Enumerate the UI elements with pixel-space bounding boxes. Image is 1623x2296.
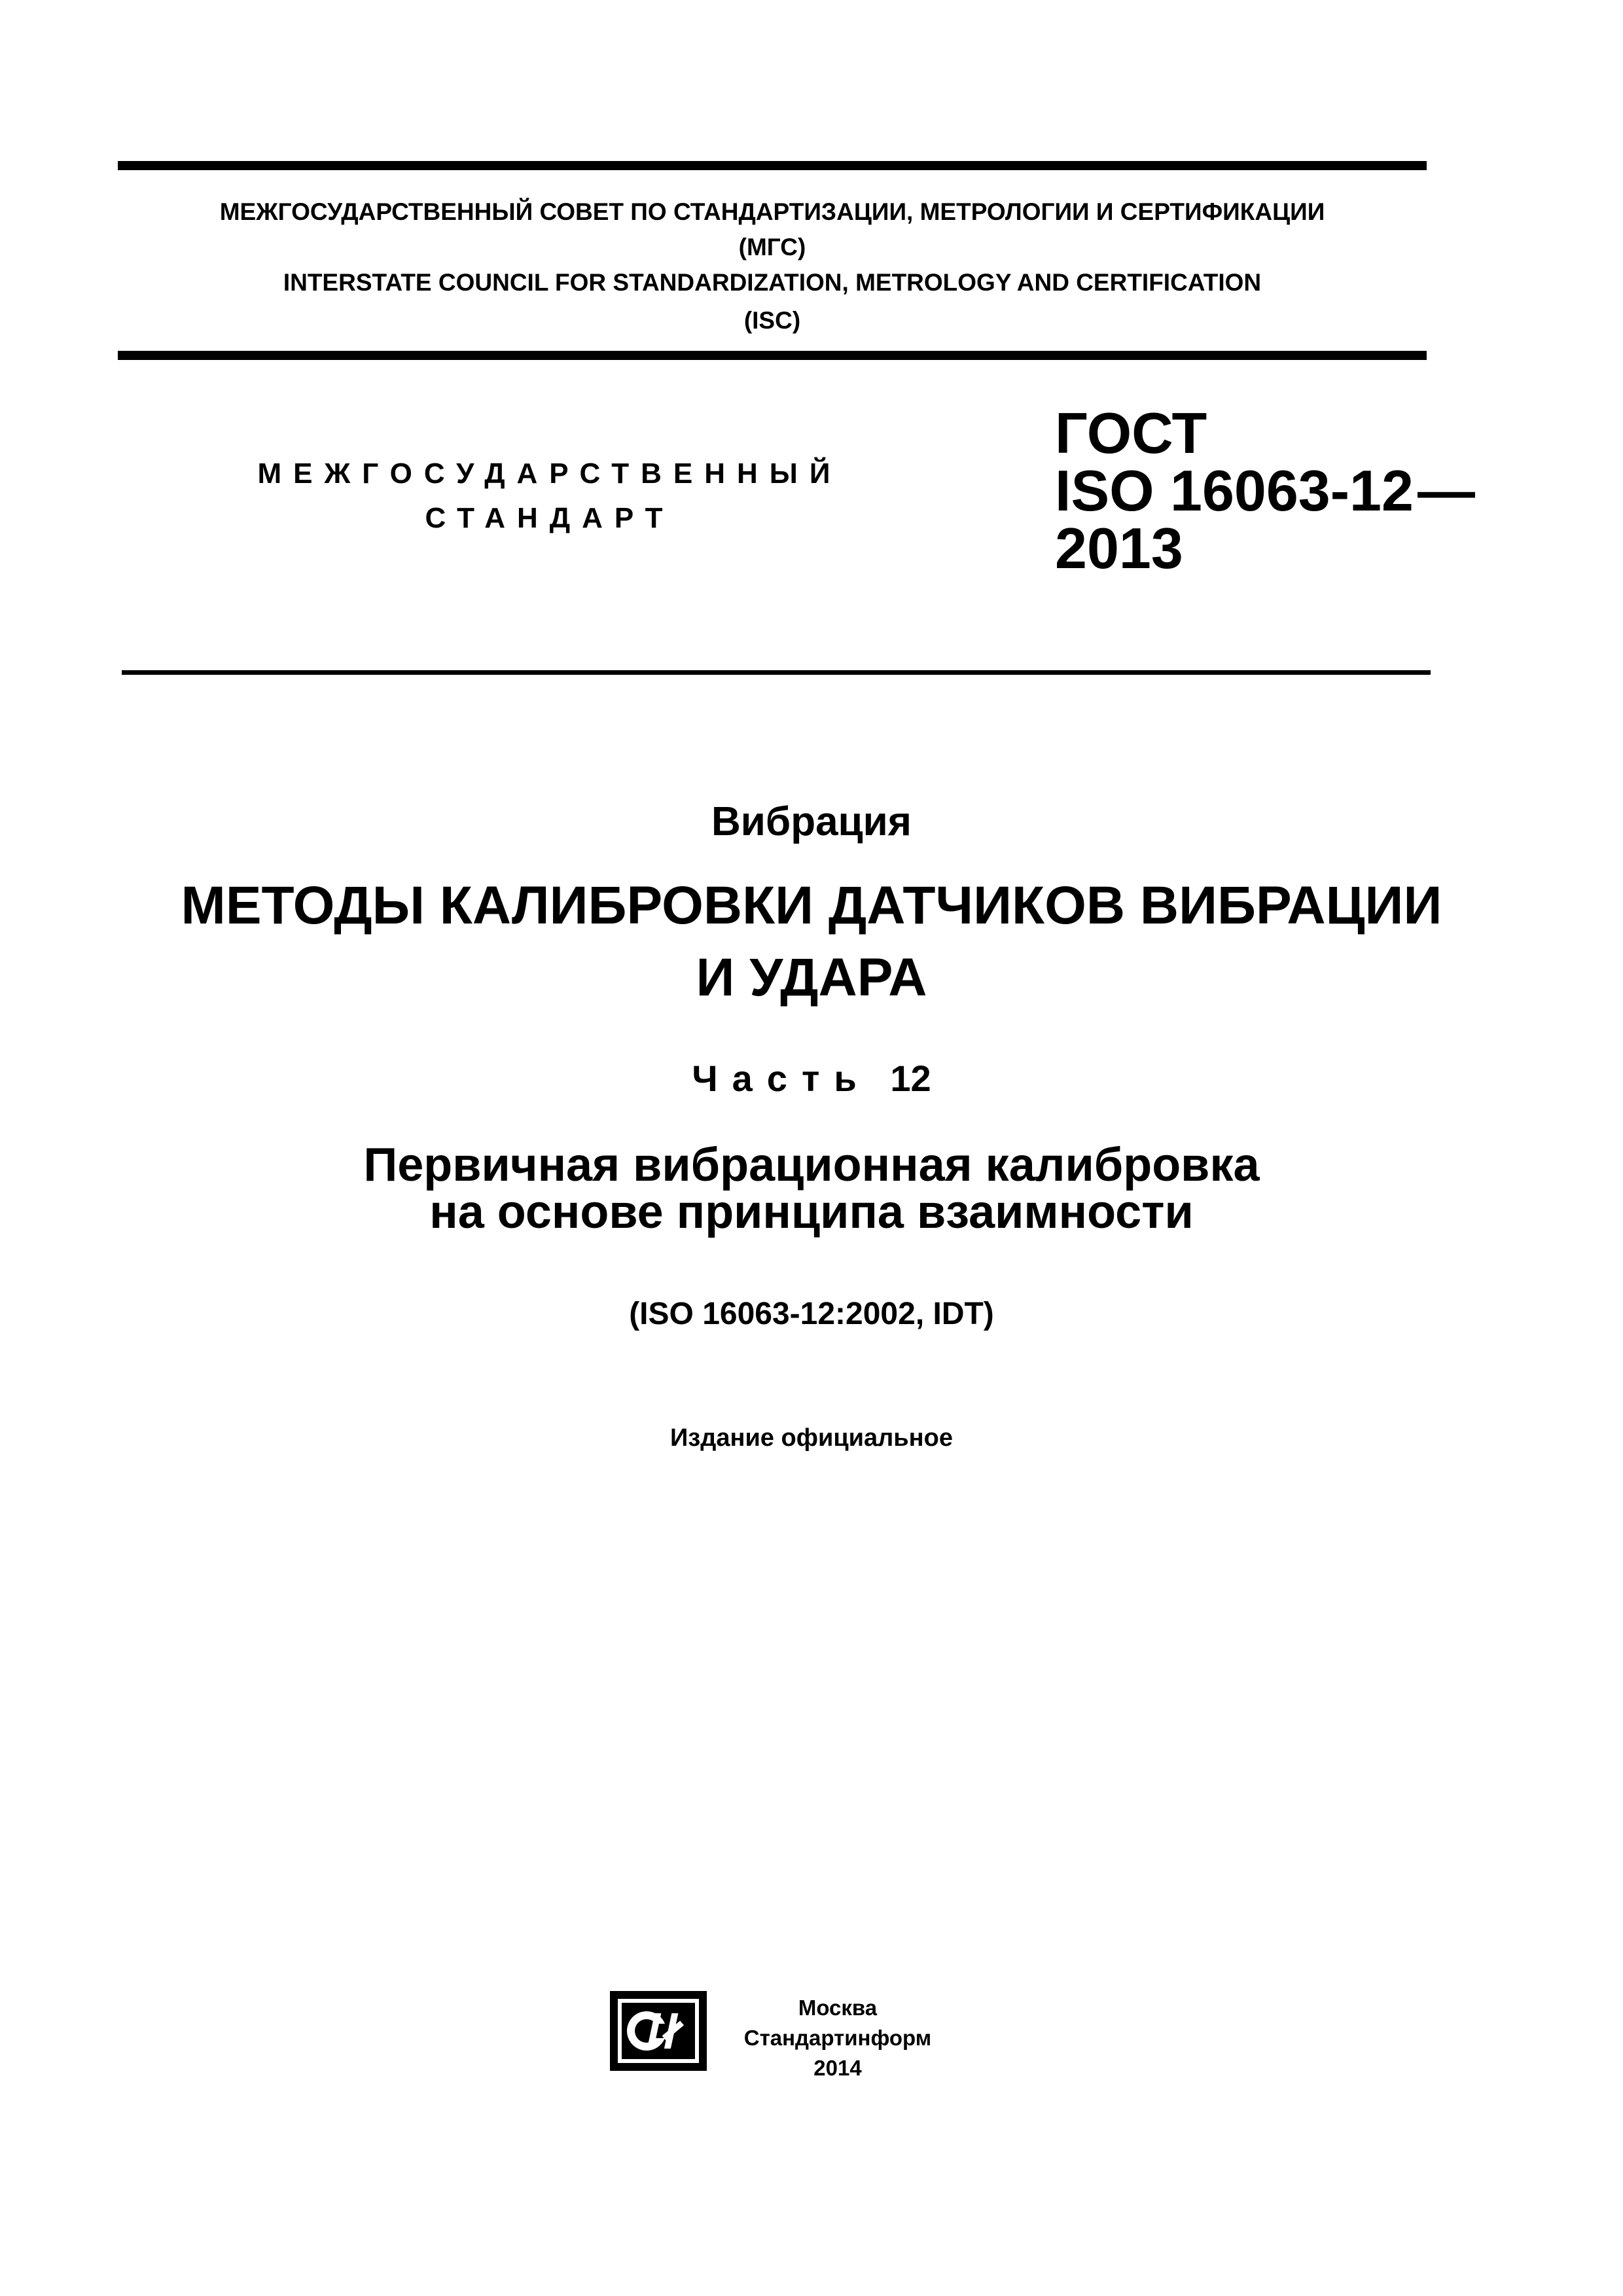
designation-number — [1055, 458, 1475, 523]
title-main-line1: МЕТОДЫ КАЛИБРОВКИ ДАТЧИКОВ ВИБРАЦИИ — [181, 876, 1442, 935]
part-title-line1: Первичная вибрационная калибровка — [363, 1139, 1260, 1191]
standard-type — [209, 452, 890, 541]
title-part — [0, 1058, 1623, 1100]
title-subject: Вибрация — [711, 799, 912, 844]
title-main-line2: И УДАРА — [696, 948, 927, 1007]
council-abbr-ru: (МГС) — [738, 234, 806, 260]
part-number: 12 — [890, 1058, 931, 1099]
council-abbr-en: (ISC) — [743, 307, 801, 334]
designation-number-text: ISO 16063-12 — [1055, 458, 1414, 523]
designation-dash: — — [1417, 458, 1475, 523]
standard-type-line2: СТАНДАРТ — [425, 502, 675, 534]
edition-label: Издание официальное — [670, 1424, 953, 1452]
council-name-ru: МЕЖГОСУДАРСТВЕННЫЙ СОВЕТ ПО СТАНДАРТИЗАЦИИ, МЕТРОЛОГИИ И СЕРТИФИКАЦИИ — [219, 198, 1325, 225]
publisher-year: 2014 — [813, 2056, 862, 2080]
council-name-en: INTERSTATE COUNCIL FOR STANDARDIZATION, METROLOGY AND CERTIFICATION — [283, 269, 1262, 296]
standard-type-line1: МЕЖГОСУДАРСТВЕННЫЙ — [257, 457, 842, 490]
designation-year: 2013 — [1055, 516, 1183, 581]
designation-gost: ГОСТ — [1055, 401, 1207, 465]
top-rule — [118, 161, 1427, 170]
standartinform-logo — [609, 1990, 708, 2072]
part-title-line2: на основе принципа взаимности — [429, 1186, 1194, 1238]
part-label: Часть — [692, 1058, 871, 1099]
publisher-city: Москва — [798, 1996, 878, 2020]
reference-standard: (ISO 16063-12:2002, IDT) — [629, 1297, 994, 1331]
designation-bottom-rule — [122, 670, 1431, 675]
publisher-name: Стандартинформ — [743, 2026, 932, 2050]
header-bottom-rule — [118, 351, 1427, 360]
